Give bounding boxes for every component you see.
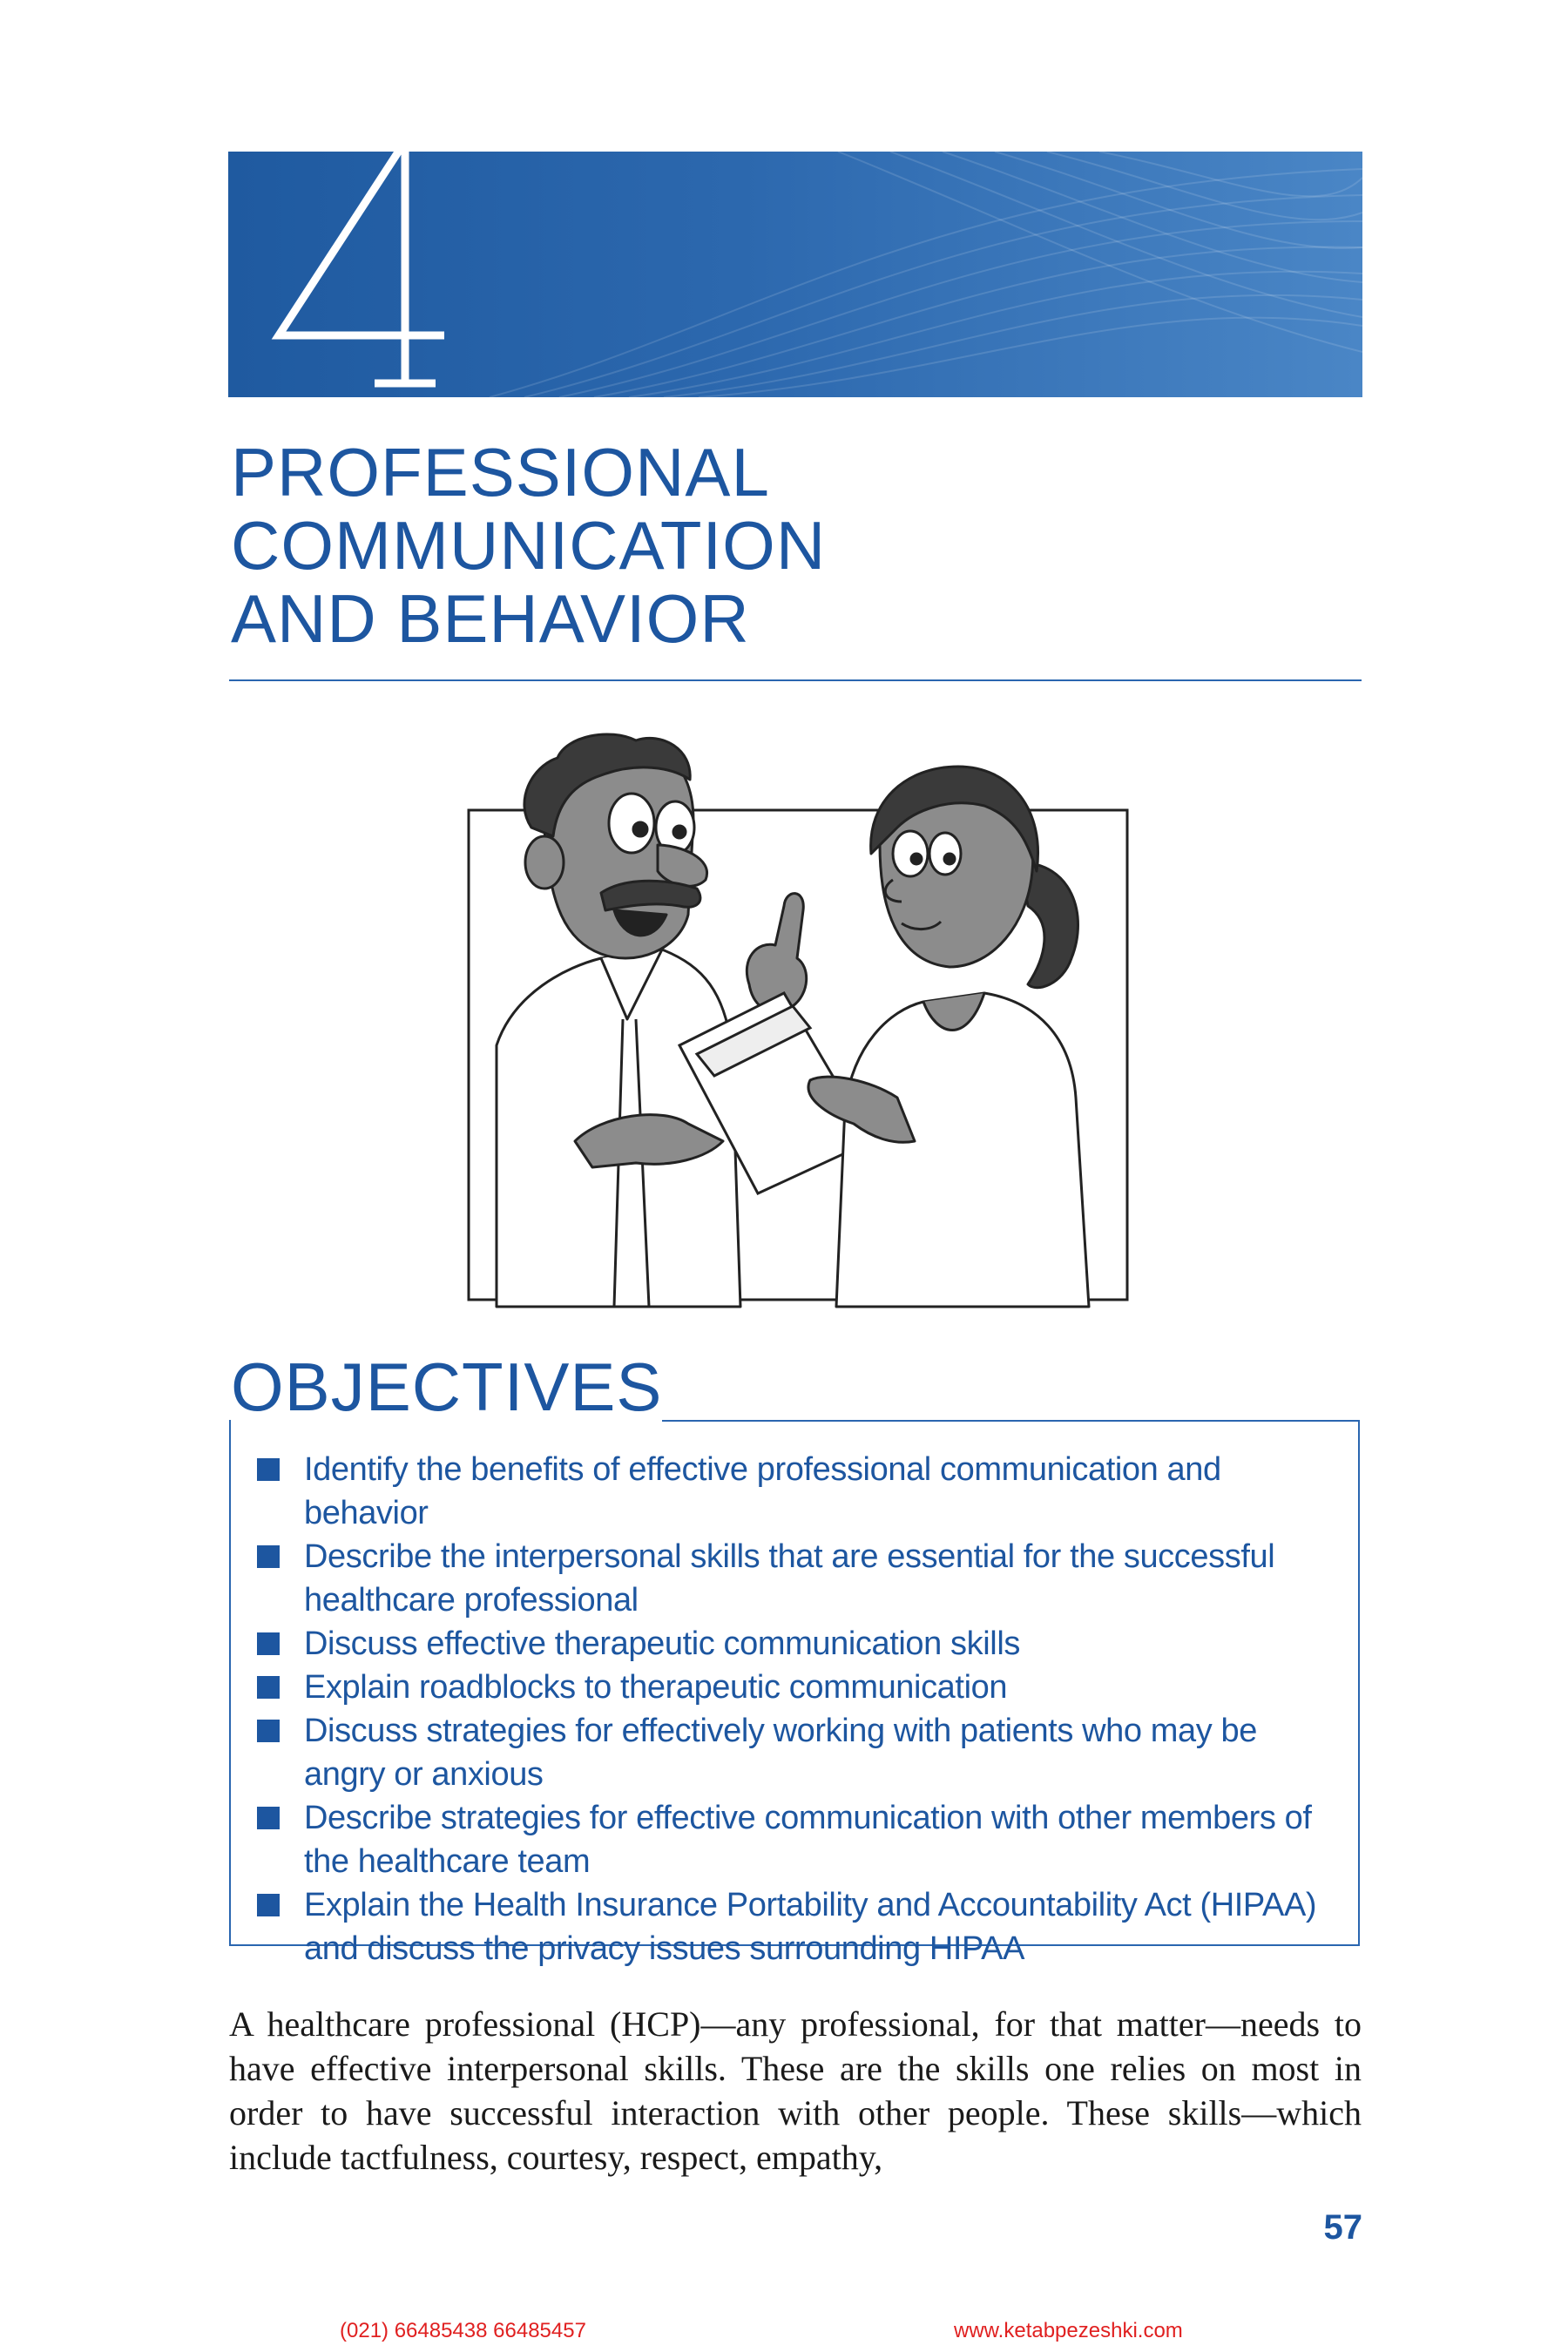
footer-website-link[interactable]: www.ketabpezeshki.com [954,2319,1183,2342]
square-bullet-icon [257,1458,280,1481]
objective-text: Explain roadblocks to therapeutic communication [304,1669,1008,1706]
objectives-box [229,1420,1360,1967]
square-bullet-icon [257,1720,280,1742]
chapter-title-line-2: COMMUNICATION [231,507,827,584]
square-bullet-icon [257,1894,280,1916]
objective-item [257,1535,1337,1622]
chapter-title-line-3: AND BEHAVIOR [231,580,750,657]
objective-item [257,1448,1337,1535]
objective-text: Describe the interpersonal skills that are essential for the successful healthcare professional [304,1538,1275,1619]
square-bullet-icon [257,1545,280,1568]
objectives-heading: OBJECTIVES [231,1348,663,1425]
objective-text: Identify the benefits of effective professional communication and behavior [304,1451,1221,1531]
objective-item [257,1622,1337,1666]
objective-text: Discuss effective therapeutic communication skills [304,1625,1020,1662]
chapter-title [231,436,826,655]
footer-phone: (021) 66485438 66485457 [340,2319,586,2342]
square-bullet-icon [257,1676,280,1699]
body-paragraph: A healthcare professional (HCP)—any professional, for that matter—needs to have effective interpersonal skills. These are the skills one relies on most in order to have successful interaction with other people. These skills—which include tactfulness, courtesy, respect, empathy, [229,2004,1362,2177]
square-bullet-icon [257,1807,280,1829]
chapter-title-line-1: PROFESSIONAL [231,434,770,510]
title-divider [229,679,1362,681]
objective-text: Discuss strategies for effectively working with patients who may be angry or anxious [304,1713,1257,1793]
page-number: 57 [1323,2208,1362,2247]
square-bullet-icon [257,1632,280,1655]
objective-text: Explain the Health Insurance Portability and Accountability Act (HIPAA) and discuss the privacy issues surrounding HIPAA [304,1887,1317,1967]
objective-item [257,1883,1337,1970]
objective-text: Describe strategies for effective communication with other members of the healthcare team [304,1800,1312,1880]
objective-item [257,1666,1337,1709]
objective-item [257,1709,1337,1796]
objectives-list [257,1448,1337,1970]
two-healthcare-workers-illustration [462,732,1141,1312]
objective-item [257,1796,1337,1883]
chapter-number-glyph [261,122,470,401]
